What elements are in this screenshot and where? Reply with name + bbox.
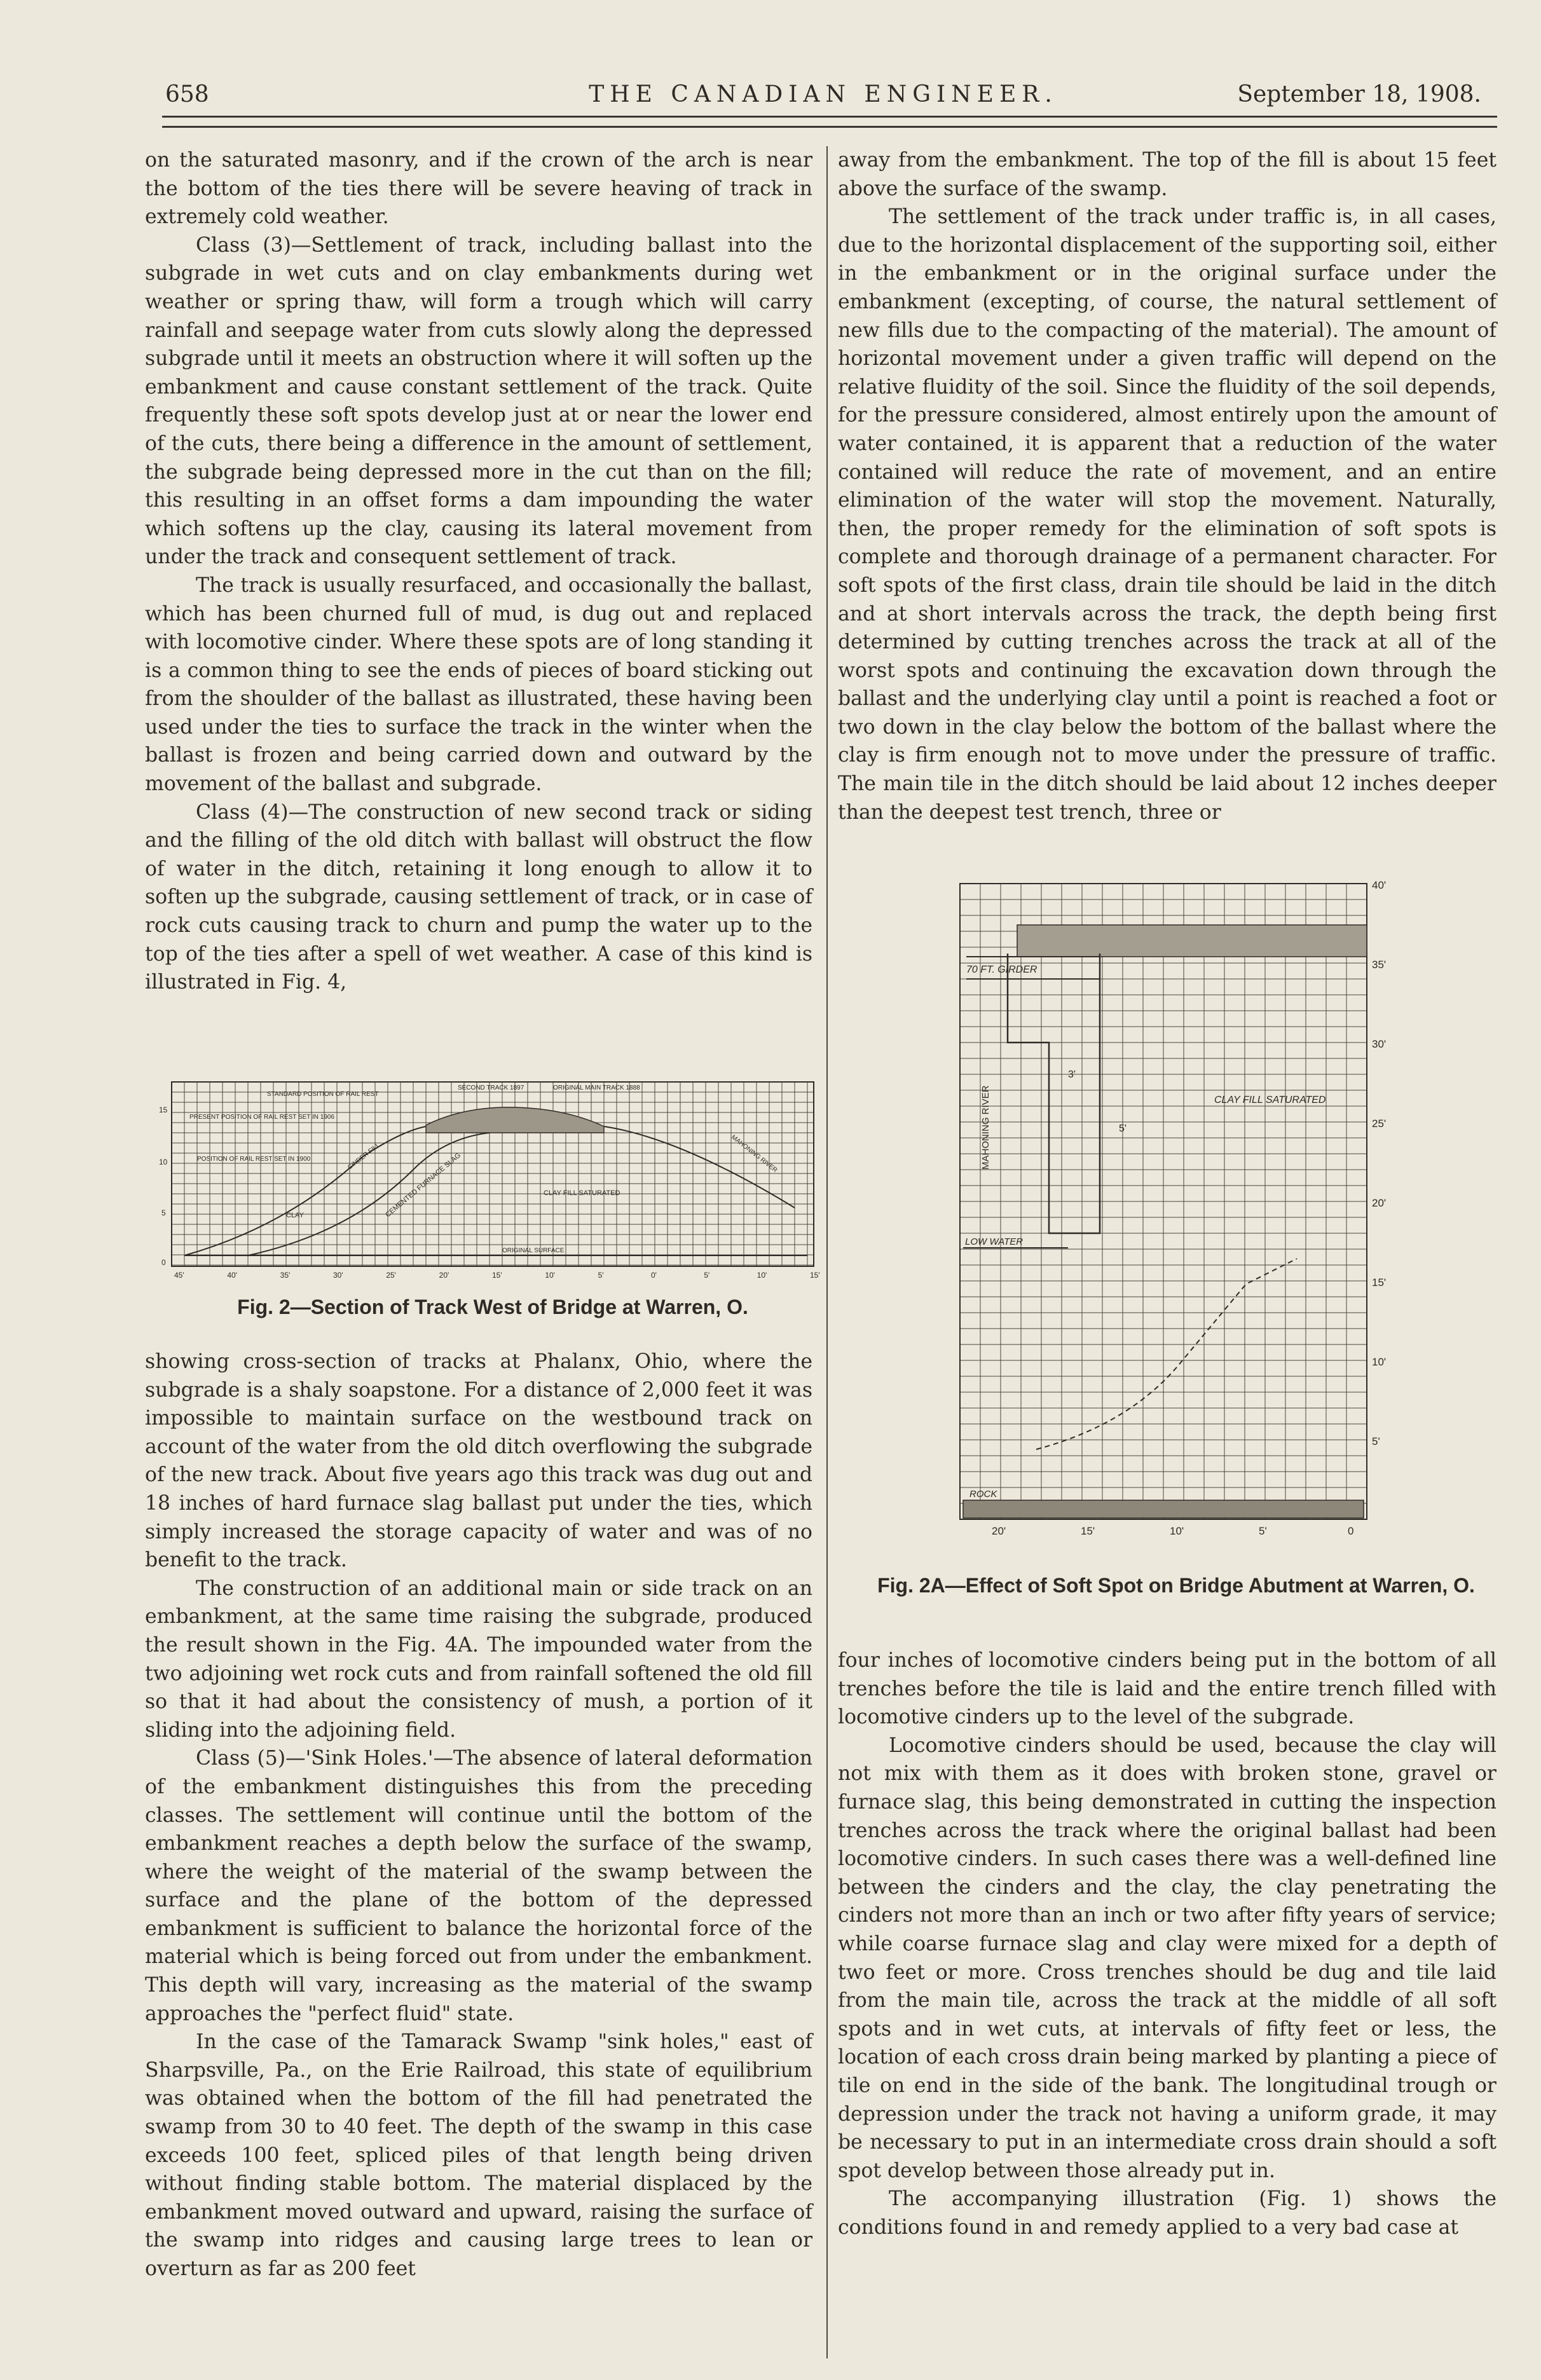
fig2-label-standard-position: STANDARD POSITION OF RAIL REST: [267, 1091, 379, 1098]
fig2a-xtick: 5': [1259, 1525, 1267, 1537]
fig2a-label-girder: 70 FT. GIRDER: [966, 964, 1038, 975]
fig2-label-position-1900: POSITION OF RAIL REST SET IN 1900: [197, 1156, 311, 1163]
paragraph: The track is usually resurfaced, and occasionally the ballast, which has been churned full of mud, is dug out and replaced with locomotive cinder. Where these spots are of long standing it is a common thing to see the ends of pieces of board sticking out from the shoulder of the ballast as illustrated, these having been used under the ties to surface the track in the winter when the ballast is frozen and being carried down and outward by the movement of the ballast and subgrade.: [145, 573, 812, 796]
fig2-x-ticks: [174, 1271, 820, 1280]
fig2-ballast-mound: [426, 1107, 604, 1133]
figure-2-caption: Fig. 2—Section of Track West of Bridge at Warren, O.: [237, 1296, 748, 1318]
fig2-label-original-main-track: ORIGINAL MAIN TRACK 1888: [553, 1084, 640, 1091]
fig2-ytick: 15: [159, 1105, 168, 1114]
fig2-xtick: 10': [757, 1271, 767, 1280]
fig2a-ytick: 40': [1372, 879, 1387, 891]
figure-2-track-section: [159, 1074, 826, 1284]
fig2a-label-river: MAHONING RIVER: [980, 1085, 991, 1170]
fig2-xtick: 35': [280, 1271, 291, 1280]
fig2-xtick: 25': [386, 1271, 396, 1280]
fig2-ytick: 10: [159, 1158, 168, 1166]
fig2-xtick: 0': [651, 1271, 657, 1280]
fig2a-xtick: 15': [1081, 1525, 1095, 1537]
fig2a-ytick: 10': [1372, 1356, 1387, 1368]
fig2-label-river: MAHONING RIVER: [730, 1133, 779, 1174]
fig2a-label-clay-fill: CLAY FILL SATURATED: [1214, 1095, 1326, 1105]
journal-title: THE CANADIAN ENGINEER.: [589, 81, 1058, 107]
column-divider: [826, 146, 828, 2358]
left-column-bottom: [145, 1348, 812, 2283]
page-header: [165, 81, 1481, 120]
fig2a-label-low-water: LOW WATER: [965, 1236, 1024, 1247]
page-number: 658: [165, 81, 209, 107]
fig2a-abutment-outline: [1008, 954, 1100, 1233]
fig2-xtick: 10': [545, 1271, 555, 1280]
fig2-xtick: 40': [227, 1271, 237, 1280]
fig2a-ballast: [1017, 925, 1367, 957]
fig2-label-cinder-fill: CINDER FILL: [346, 1142, 382, 1172]
fig2-xtick: 5': [598, 1271, 604, 1280]
paragraph: In the case of the Tamarack Swamp "sink holes," east of Sharpsville, Pa., on the Erie Railroad, this state of equilibrium was obtained when the bottom of the fill had penetrated the swamp from 30 to 40 feet. The depth of the swamp in this case exceeds 100 feet, spliced piles of that length being driven without finding stable bottom. The material displaced by the embankment moved outward and upward, raising the surface of the swamp into ridges and causing large trees to lean or overturn as far as 200 feet: [145, 2030, 812, 2280]
fig2a-xtick: 20': [992, 1525, 1006, 1537]
fig2a-dim-3: 3': [1068, 1069, 1076, 1080]
figure-2a-abutment: [941, 877, 1399, 1570]
right-column-top: [838, 146, 1496, 826]
paragraph: Class (5)—'Sink Holes.'—The absence of lateral deformation of the embankment distinguishes this from the preceding classes. The settlement will continue until the bottom of the embankment reaches a depth below the surface of the swamp, where the weight of the material of the swamp between the surface and the plane of the bottom of the depressed embankment is sufficient to balance the horizontal force of the material which is being forced out from under the embankment. This depth will vary, increasing as the material of the swamp approaches the "perfect fluid" state.: [145, 1747, 812, 2025]
fig2-label-second-track: SECOND TRACK 1897: [458, 1084, 524, 1091]
paragraph: four inches of locomotive cinders being put in the bottom of all trenches before the tile is laid and the entire trench filled with locomotive cinders up to the level of the subgrade.: [838, 1649, 1496, 1729]
issue-date: September 18, 1908.: [1237, 81, 1481, 107]
fig2a-ytick: 20': [1372, 1197, 1387, 1209]
paragraph: on the saturated masonry, and if the crown of the arch is near the bottom of the ties there will be severe heaving of track in extremely cold weather.: [145, 149, 812, 229]
fig2a-xtick: 0: [1348, 1525, 1354, 1537]
figure-2a-caption: Fig. 2A—Effect of Soft Spot on Bridge Abutment at Warren, O.: [877, 1574, 1475, 1597]
paragraph: away from the embankment. The top of the fill is about 15 feet above the surface of the swamp.: [838, 149, 1496, 200]
header-rule-top: [162, 116, 1497, 118]
fig2a-ytick: 30': [1372, 1038, 1387, 1050]
paragraph: showing cross-section of tracks at Phalanx, Ohio, where the subgrade is a shaly soapstone. For a distance of 2,000 feet it was impossible to maintain surface on the westbound track on account of the water from the old ditch overflowing the subgrade of the new track. About five years ago this track was dug out and 18 inches of hard furnace slag ballast put under the ties, which simply increased the storage capacity of water and was of no benefit to the track.: [145, 1350, 812, 1572]
right-column-bottom: [838, 1646, 1496, 2241]
fig2a-slip-line: [1036, 1259, 1297, 1449]
fig2a-y-ticks: [1372, 879, 1386, 1447]
paragraph: The settlement of the track under traffic is, in all cases, due to the horizontal displacement of the supporting soil, either in the embankment or in the original surface under the embankment (excepting, of course, the natural settlement of new fills due to the compacting of the material). The amount of horizontal movement under a given traffic will depend on the relative fluidity of the soil. Since the fluidity of the soil depends, for the pressure considered, almost entirely upon the amount of water contained, it is apparent that a reduction of the water contained will reduce the rate of movement, and an entire elimination of the water will stop the movement. Naturally, then, the proper remedy for the elimination of soft spots is complete and thorough drainage of a permanent character. For soft spots of the first class, drain tile should be laid in the ditch and at short intervals across the track, the depth being first determined by cutting trenches across the track at all of the worst spots and continuing the excavation down through the ballast and the underlying clay until a point is reached a foot or two down in the clay below the bottom of the ballast where the clay is firm enough not to move under the pressure of traffic. The main tile in the ditch should be laid about 12 inches deeper than the deepest test trench, three or: [838, 205, 1496, 824]
fig2-label-clay-fill-saturated: CLAY FILL SATURATED: [544, 1189, 620, 1197]
fig2a-ytick: 15': [1372, 1276, 1387, 1289]
paragraph: Locomotive cinders should be used, because the clay will not mix with them as it does with broken stone, gravel or furnace slag, this being demonstrated in cutting the inspection trenches across the track where the original ballast had been locomotive cinders. In such cases there was a well-defined line between the cinders and the clay, the clay penetrating the cinders not more than an inch or two after fifty years of service; while coarse furnace slag and clay were mixed for a depth of two feet or more. Cross trenches should be dug and tile laid from the main tile, across the track at the middle of all soft spots and in wet cuts, at intervals of fifty feet or less, the location of each cross drain being marked by planting a piece of tile on end in the side of the bank. The longitudinal trough or depression under the track not having a uniform grade, it may be necessary to put in an intermediate cross drain should a soft spot develop between those already put in.: [838, 1734, 1496, 2182]
paragraph: Class (4)—The construction of new second track or siding and the filling of the old ditch with ballast will obstruct the flow of water in the ditch, retaining it long enough to allow it to soften up the subgrade, causing settlement of track, or in case of rock cuts causing track to churn and pump the water up to the top of the ties after a spell of wet weather. A case of this kind is illustrated in Fig. 4,: [145, 800, 812, 994]
header-rule-bottom: [162, 126, 1497, 128]
fig2-label-original-surface: ORIGINAL SURFACE: [502, 1247, 565, 1254]
fig2-xtick: 45': [174, 1271, 184, 1280]
fig2-xtick: 30': [333, 1271, 343, 1280]
left-column-top: [145, 146, 812, 997]
paragraph: The construction of an additional main or side track on an embankment, at the same time raising the subgrade, produced the result shown in the Fig. 4A. The impounded water from the two adjoining wet rock cuts and from rainfall softened the old fill so that it had about the consistency of mush, a portion of it sliding into the adjoining field.: [145, 1576, 812, 1742]
fig2a-dim-5: 5': [1119, 1123, 1127, 1134]
fig2-label-present-position: PRESENT POSITION OF RAIL REST SET IN 1906: [189, 1114, 335, 1121]
fig2-label-cemented-slag: CEMENTED FURNACE SLAG: [384, 1151, 463, 1219]
fig2a-xtick: 10': [1170, 1525, 1184, 1537]
fig2a-ytick: 35': [1372, 959, 1387, 971]
fig2a-ytick: 25': [1372, 1118, 1387, 1130]
fig2a-label-rock: ROCK: [969, 1489, 997, 1500]
fig2-ytick: 5: [161, 1208, 166, 1217]
paragraph: Class (3)—Settlement of track, including ballast into the subgrade in wet cuts and on clay embankments during wet weather or spring thaw, will form a trough which will carry rainfall and seepage water from cuts slowly along the depressed subgrade until it meets an obstruction where it will soften up the embankment and cause constant settlement of the track. Quite frequently these soft spots develop just at or near the lower end of the cuts, there being a difference in the amount of settlement, the subgrade being depressed more in the cut than on the fill; this resulting in an offset forms a dam impounding the water which softens up the clay, causing its lateral movement from under the track and consequent settlement of track.: [145, 233, 812, 569]
fig2-xtick: 15': [492, 1271, 502, 1280]
fig2-label-clay: CLAY: [286, 1212, 304, 1219]
fig2-xtick: 5': [704, 1271, 710, 1280]
paragraph: The accompanying illustration (Fig. 1) shows the conditions found in and remedy applied to a very bad case at: [838, 2187, 1496, 2239]
fig2a-rock: [963, 1500, 1364, 1518]
fig2a-x-ticks: [992, 1525, 1353, 1537]
fig2-ytick: 0: [161, 1258, 166, 1267]
fig2-xtick: 15': [810, 1271, 820, 1280]
fig2a-ytick: 5': [1372, 1435, 1380, 1447]
fig2-xtick: 20': [439, 1271, 449, 1280]
